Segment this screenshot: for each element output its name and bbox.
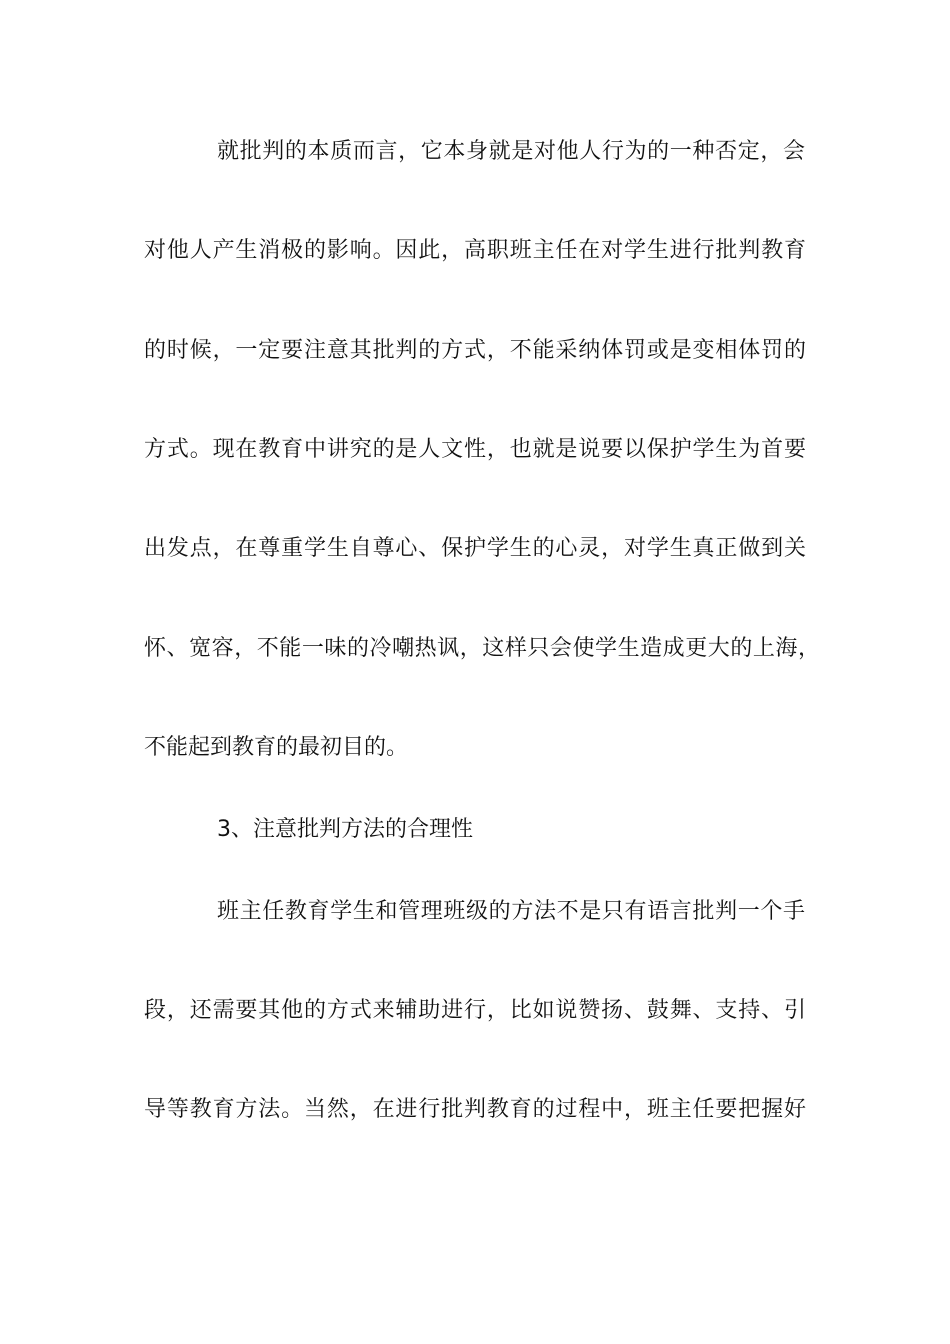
paragraph-1-line-7: 不能起到教育的最初目的。 [144, 735, 409, 760]
paragraph-2-line-3: 导等教育方法。当然，在进行批判教育的过程中，班主任要把握好 [144, 1097, 806, 1122]
paragraph-1-line-1: 就批判的本质而言，它本身就是对他人行为的一种否定，会 [217, 139, 805, 164]
paragraph-1-line-3: 的时候，一定要注意其批判的方式，不能采纳体罚或是变相体罚的 [144, 338, 806, 363]
paragraph-2-line-2: 段，还需要其他的方式来辅助进行，比如说赞扬、鼓舞、支持、引 [144, 998, 806, 1023]
paragraph-1-line-6: 怀、宽容，不能一味的冷嘲热讽，这样只会使学生造成更大的上海， [144, 636, 820, 661]
paragraph-1-line-4: 方式。现在教育中讲究的是人文性，也就是说要以保护学生为首要 [144, 437, 806, 462]
paragraph-2-line-1: 班主任教育学生和管理班级的方法不是只有语言批判一个手 [217, 899, 805, 924]
paragraph-1-line-5: 出发点，在尊重学生自尊心、保护学生的心灵，对学生真正做到关 [144, 536, 806, 561]
section-heading: 3、注意批判方法的合理性 [217, 817, 473, 842]
paragraph-1-line-2: 对他人产生消极的影响。因此，高职班主任在对学生进行批判教育 [144, 238, 806, 263]
